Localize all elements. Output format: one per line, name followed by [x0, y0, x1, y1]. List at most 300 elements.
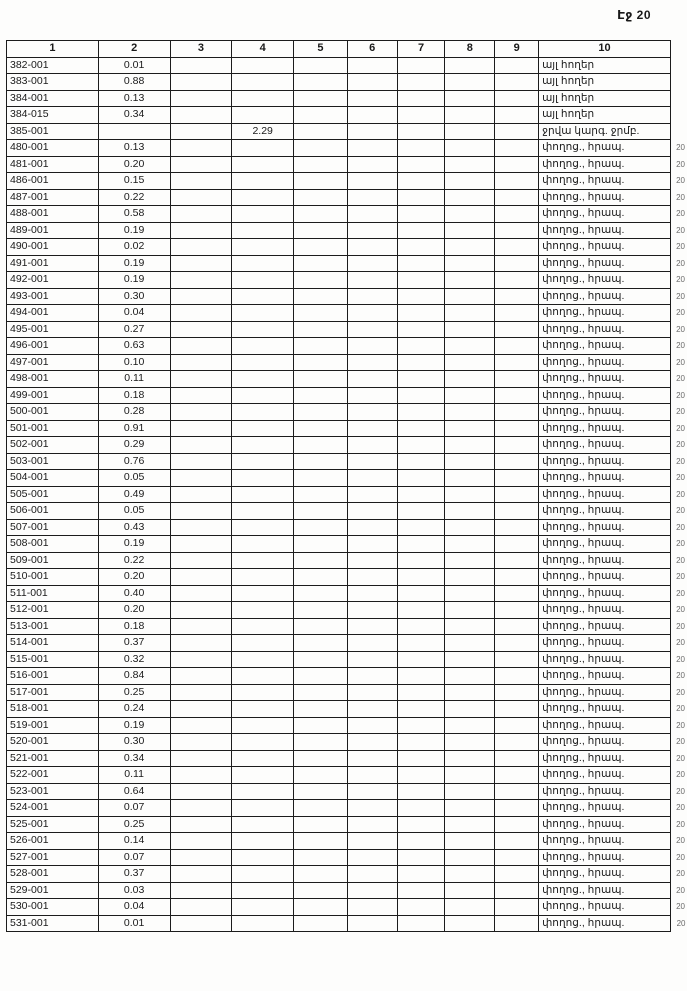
cell-empty — [170, 272, 232, 289]
cell-empty — [397, 420, 445, 437]
cell-area-value: 0.40 — [98, 585, 170, 602]
cell-empty — [445, 354, 495, 371]
cell-empty — [294, 519, 348, 536]
cell-empty — [397, 734, 445, 751]
cell-empty — [347, 519, 397, 536]
margin-mark: 20 — [676, 423, 685, 433]
cell-empty — [170, 123, 232, 140]
cell-empty — [495, 57, 539, 74]
margin-mark: 20 — [676, 737, 685, 747]
cell-empty — [294, 140, 348, 157]
cell-empty — [347, 74, 397, 91]
cell-empty — [294, 866, 348, 883]
table-row — [7, 783, 687, 800]
column-header-9: 9 — [495, 41, 539, 58]
cell-area-value: 0.19 — [98, 717, 170, 734]
cell-empty — [294, 536, 348, 553]
cell-landuse-label: փողոց., հրապ. — [539, 470, 671, 487]
cell-parcel-code: 501-001 — [7, 420, 99, 437]
table-row — [7, 734, 687, 751]
margin-mark: 20 — [676, 654, 685, 664]
cell-empty — [347, 255, 397, 272]
margin-mark: 20 — [676, 192, 685, 202]
cell-empty — [170, 899, 232, 916]
cell-empty — [347, 717, 397, 734]
cell-area-value: 0.19 — [98, 272, 170, 289]
cell-empty — [170, 915, 232, 932]
cell-empty — [445, 255, 495, 272]
table-row — [7, 717, 687, 734]
cell-empty — [397, 519, 445, 536]
cell-empty — [495, 272, 539, 289]
cell-empty — [170, 684, 232, 701]
cell-empty — [170, 767, 232, 784]
cell-empty — [294, 437, 348, 454]
cell-empty — [294, 107, 348, 124]
cell-area-value: 0.15 — [98, 173, 170, 190]
cell-parcel-code: 510-001 — [7, 569, 99, 586]
cell-col4-value — [232, 651, 294, 668]
cell-area-value: 0.37 — [98, 635, 170, 652]
margin-mark: 20 — [676, 291, 685, 301]
cell-empty — [170, 288, 232, 305]
cell-area-value: 0.34 — [98, 750, 170, 767]
cell-empty — [294, 123, 348, 140]
cell-area-value: 0.18 — [98, 618, 170, 635]
cell-landuse-label: փողոց., հրապ. — [539, 585, 671, 602]
cell-empty — [347, 866, 397, 883]
cell-empty — [397, 651, 445, 668]
cell-empty — [347, 486, 397, 503]
cell-empty — [495, 684, 539, 701]
cell-landuse-label: փողոց., հրապ. — [539, 140, 671, 157]
cell-area-value: 0.04 — [98, 305, 170, 322]
cell-empty — [347, 734, 397, 751]
cell-empty — [445, 552, 495, 569]
cell-empty — [347, 816, 397, 833]
cell-empty — [170, 222, 232, 239]
margin-mark: 20 — [676, 572, 685, 582]
cell-empty — [347, 140, 397, 157]
cell-empty — [495, 437, 539, 454]
cell-landuse-label: փողոց., հրապ. — [539, 173, 671, 190]
cell-empty — [294, 915, 348, 932]
cell-empty — [445, 404, 495, 421]
margin-mark: 20 — [676, 902, 685, 912]
margin-mark: 20 — [676, 704, 685, 714]
cell-landuse-label: փողոց., հրապ. — [539, 453, 671, 470]
cell-parcel-code: 517-001 — [7, 684, 99, 701]
table-row — [7, 239, 687, 256]
cell-empty — [170, 602, 232, 619]
cell-empty — [347, 338, 397, 355]
cell-empty — [495, 882, 539, 899]
cell-empty — [495, 833, 539, 850]
cell-landuse-label: այլ հողեր — [539, 74, 671, 91]
cell-parcel-code: 481-001 — [7, 156, 99, 173]
cell-empty — [294, 189, 348, 206]
table-row — [7, 156, 687, 173]
cell-empty — [495, 717, 539, 734]
cell-area-value: 0.13 — [98, 140, 170, 157]
cell-landuse-label: փողոց., հրապ. — [539, 552, 671, 569]
cell-empty — [170, 717, 232, 734]
cell-empty — [294, 668, 348, 685]
cell-parcel-code: 488-001 — [7, 206, 99, 223]
cell-col4-value — [232, 668, 294, 685]
cell-landuse-label: փողոց., հրապ. — [539, 156, 671, 173]
table-row — [7, 816, 687, 833]
cell-empty — [495, 387, 539, 404]
margin-mark: 20 — [676, 803, 685, 813]
margin-mark — [670, 123, 686, 140]
table-row — [7, 140, 687, 157]
cell-parcel-code: 499-001 — [7, 387, 99, 404]
cell-empty — [397, 668, 445, 685]
cell-empty — [170, 437, 232, 454]
cell-empty — [294, 585, 348, 602]
table-row — [7, 371, 687, 388]
cell-empty — [294, 882, 348, 899]
cell-parcel-code: 503-001 — [7, 453, 99, 470]
cell-col4-value — [232, 503, 294, 520]
cell-empty — [170, 354, 232, 371]
cell-empty — [495, 816, 539, 833]
margin-mark: 20 — [676, 143, 685, 153]
cell-empty — [397, 222, 445, 239]
cell-parcel-code: 505-001 — [7, 486, 99, 503]
cell-empty — [294, 470, 348, 487]
cell-landuse-label: փողոց., հրապ. — [539, 503, 671, 520]
cell-empty — [170, 74, 232, 91]
cell-empty — [170, 618, 232, 635]
cell-empty — [347, 156, 397, 173]
margin-mark: 20 — [676, 621, 685, 631]
cell-parcel-code: 480-001 — [7, 140, 99, 157]
cell-empty — [445, 635, 495, 652]
cell-empty — [445, 519, 495, 536]
cell-landuse-label: փողոց., հրապ. — [539, 569, 671, 586]
cell-empty — [397, 123, 445, 140]
cell-landuse-label: փողոց., հրապ. — [539, 420, 671, 437]
table-row — [7, 420, 687, 437]
cell-col4-value — [232, 635, 294, 652]
cell-empty — [170, 882, 232, 899]
cell-empty — [397, 255, 445, 272]
cell-area-value: 0.91 — [98, 420, 170, 437]
cell-empty — [445, 338, 495, 355]
cell-col4-value — [232, 189, 294, 206]
cell-empty — [347, 585, 397, 602]
table-row — [7, 585, 687, 602]
cell-empty — [347, 701, 397, 718]
cell-empty — [294, 173, 348, 190]
cell-empty — [170, 668, 232, 685]
cell-area-value: 0.43 — [98, 519, 170, 536]
cell-empty — [170, 750, 232, 767]
cell-empty — [445, 569, 495, 586]
cell-empty — [347, 536, 397, 553]
cell-empty — [397, 717, 445, 734]
cell-parcel-code: 508-001 — [7, 536, 99, 553]
cell-col4-value — [232, 453, 294, 470]
cell-area-value: 0.49 — [98, 486, 170, 503]
cell-empty — [347, 57, 397, 74]
cell-area-value: 0.14 — [98, 833, 170, 850]
cell-empty — [294, 734, 348, 751]
cell-empty — [495, 404, 539, 421]
column-header-3: 3 — [170, 41, 232, 58]
cell-empty — [397, 239, 445, 256]
cell-empty — [170, 189, 232, 206]
cell-empty — [170, 371, 232, 388]
cell-col4-value — [232, 684, 294, 701]
cell-parcel-code: 525-001 — [7, 816, 99, 833]
cell-empty — [445, 156, 495, 173]
cell-empty — [294, 899, 348, 916]
cell-empty — [445, 140, 495, 157]
cell-parcel-code: 500-001 — [7, 404, 99, 421]
cell-empty — [294, 684, 348, 701]
cell-empty — [294, 783, 348, 800]
cell-empty — [347, 915, 397, 932]
cell-empty — [445, 503, 495, 520]
cell-landuse-label: փողոց., հրապ. — [539, 849, 671, 866]
cell-area-value: 0.02 — [98, 239, 170, 256]
margin-mark: 20 — [676, 539, 685, 549]
cell-parcel-code: 515-001 — [7, 651, 99, 668]
cell-empty — [294, 404, 348, 421]
cell-col4-value — [232, 816, 294, 833]
cell-parcel-code: 523-001 — [7, 783, 99, 800]
margin-mark: 20 — [676, 786, 685, 796]
cell-empty — [445, 371, 495, 388]
cell-empty — [445, 288, 495, 305]
cell-parcel-code: 495-001 — [7, 321, 99, 338]
cell-landuse-label: փողոց., հրապ. — [539, 222, 671, 239]
land-parcel-table — [6, 40, 687, 932]
cell-col4-value — [232, 833, 294, 850]
margin-mark: 20 — [676, 390, 685, 400]
cell-landuse-label: փողոց., հրապ. — [539, 338, 671, 355]
cell-empty — [445, 536, 495, 553]
cell-empty — [397, 503, 445, 520]
cell-empty — [347, 371, 397, 388]
cell-empty — [347, 305, 397, 322]
cell-area-value — [98, 123, 170, 140]
cell-col4-value — [232, 354, 294, 371]
cell-empty — [445, 206, 495, 223]
cell-empty — [397, 453, 445, 470]
cell-area-value: 0.58 — [98, 206, 170, 223]
cell-area-value: 0.28 — [98, 404, 170, 421]
cell-empty — [495, 800, 539, 817]
table-row — [7, 74, 687, 91]
cell-parcel-code: 384-001 — [7, 90, 99, 107]
cell-empty — [294, 57, 348, 74]
cell-empty — [294, 239, 348, 256]
table-row — [7, 206, 687, 223]
cell-empty — [347, 90, 397, 107]
cell-landuse-label: փողոց., հրապ. — [539, 915, 671, 932]
margin-mark: 20 — [676, 374, 685, 384]
margin-mark: 20 — [676, 209, 685, 219]
cell-parcel-code: 519-001 — [7, 717, 99, 734]
table-row — [7, 173, 687, 190]
cell-col4-value — [232, 338, 294, 355]
table-row — [7, 321, 687, 338]
cell-empty — [397, 371, 445, 388]
cell-empty — [397, 387, 445, 404]
table-row — [7, 602, 687, 619]
cell-empty — [445, 849, 495, 866]
cell-empty — [347, 833, 397, 850]
cell-area-value: 0.19 — [98, 222, 170, 239]
cell-area-value: 0.03 — [98, 882, 170, 899]
cell-empty — [495, 321, 539, 338]
cell-empty — [170, 701, 232, 718]
cell-landuse-label: փողոց., հրապ. — [539, 371, 671, 388]
cell-area-value: 0.20 — [98, 156, 170, 173]
cell-parcel-code: 526-001 — [7, 833, 99, 850]
cell-empty — [445, 57, 495, 74]
cell-parcel-code: 384-015 — [7, 107, 99, 124]
cell-empty — [294, 420, 348, 437]
table-row — [7, 552, 687, 569]
table-row — [7, 57, 687, 74]
cell-empty — [294, 90, 348, 107]
cell-empty — [347, 635, 397, 652]
margin-mark: 20 — [676, 506, 685, 516]
margin-mark: 20 — [676, 407, 685, 417]
cell-parcel-code: 516-001 — [7, 668, 99, 685]
cell-empty — [347, 602, 397, 619]
cell-parcel-code: 530-001 — [7, 899, 99, 916]
cell-empty — [294, 552, 348, 569]
cell-empty — [347, 173, 397, 190]
margin-mark: 20 — [676, 770, 685, 780]
cell-empty — [347, 354, 397, 371]
cell-landuse-label: փողոց., հրապ. — [539, 899, 671, 916]
cell-empty — [347, 387, 397, 404]
cell-empty — [445, 420, 495, 437]
cell-parcel-code: 489-001 — [7, 222, 99, 239]
margin-mark: 20 — [676, 885, 685, 895]
column-header-10: 10 — [539, 41, 671, 58]
cell-empty — [347, 222, 397, 239]
cell-empty — [445, 470, 495, 487]
cell-empty — [170, 140, 232, 157]
cell-landuse-label: փողոց., հրապ. — [539, 321, 671, 338]
cell-area-value: 0.07 — [98, 849, 170, 866]
cell-empty — [445, 734, 495, 751]
cell-empty — [495, 503, 539, 520]
cell-empty — [445, 239, 495, 256]
margin-mark: 20 — [676, 242, 685, 252]
cell-col4-value — [232, 90, 294, 107]
margin-mark: 20 — [676, 159, 685, 169]
cell-empty — [347, 750, 397, 767]
cell-parcel-code: 383-001 — [7, 74, 99, 91]
cell-empty — [294, 288, 348, 305]
cell-empty — [347, 239, 397, 256]
table-row — [7, 866, 687, 883]
cell-empty — [445, 866, 495, 883]
cell-empty — [495, 371, 539, 388]
cell-landuse-label: այլ հողեր — [539, 107, 671, 124]
cell-area-value: 0.05 — [98, 470, 170, 487]
cell-empty — [170, 635, 232, 652]
cell-empty — [347, 437, 397, 454]
cell-empty — [495, 915, 539, 932]
cell-parcel-code: 518-001 — [7, 701, 99, 718]
cell-empty — [397, 338, 445, 355]
cell-empty — [495, 288, 539, 305]
cell-empty — [397, 882, 445, 899]
cell-empty — [397, 783, 445, 800]
table-row — [7, 387, 687, 404]
cell-area-value: 0.29 — [98, 437, 170, 454]
cell-empty — [397, 305, 445, 322]
table-row — [7, 651, 687, 668]
cell-empty — [495, 536, 539, 553]
table-row — [7, 437, 687, 454]
cell-empty — [397, 833, 445, 850]
cell-col4-value — [232, 899, 294, 916]
cell-empty — [347, 618, 397, 635]
margin-mark: 20 — [676, 176, 685, 186]
cell-parcel-code: 492-001 — [7, 272, 99, 289]
cell-parcel-code: 491-001 — [7, 255, 99, 272]
cell-empty — [347, 899, 397, 916]
table-row — [7, 569, 687, 586]
cell-empty — [495, 173, 539, 190]
cell-landuse-label: փողոց., հրապ. — [539, 701, 671, 718]
cell-empty — [294, 305, 348, 322]
margin-mark — [670, 74, 686, 91]
cell-area-value: 0.32 — [98, 651, 170, 668]
cell-parcel-code: 522-001 — [7, 767, 99, 784]
cell-area-value: 0.13 — [98, 90, 170, 107]
table-row — [7, 618, 687, 635]
cell-landuse-label: այլ հողեր — [539, 57, 671, 74]
column-header-2: 2 — [98, 41, 170, 58]
cell-parcel-code: 512-001 — [7, 602, 99, 619]
margin-mark: 20 — [676, 341, 685, 351]
cell-empty — [495, 255, 539, 272]
cell-empty — [445, 684, 495, 701]
cell-landuse-label: փողոց., հրապ. — [539, 767, 671, 784]
cell-empty — [495, 90, 539, 107]
cell-empty — [445, 602, 495, 619]
cell-empty — [397, 602, 445, 619]
table-row — [7, 503, 687, 520]
cell-empty — [294, 717, 348, 734]
cell-landuse-label: փողոց., հրապ. — [539, 866, 671, 883]
cell-parcel-code: 528-001 — [7, 866, 99, 883]
cell-area-value: 0.20 — [98, 602, 170, 619]
cell-landuse-label: փողոց., հրապ. — [539, 486, 671, 503]
cell-col4-value — [232, 156, 294, 173]
table-row — [7, 255, 687, 272]
cell-empty — [294, 156, 348, 173]
margin-mark: 20 — [676, 308, 685, 318]
cell-empty — [294, 618, 348, 635]
cell-area-value: 0.19 — [98, 255, 170, 272]
cell-empty — [397, 140, 445, 157]
cell-empty — [347, 321, 397, 338]
cell-empty — [347, 651, 397, 668]
